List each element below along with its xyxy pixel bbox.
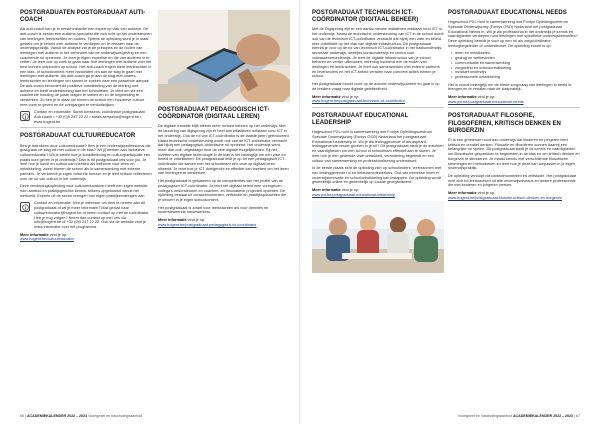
section-title-educational-needs: POSTGRADUAAT EDUCATIONAL NEEDS [448, 10, 567, 16]
page-number-left: 66 [20, 414, 24, 418]
section-body-pedagogisch-ict-3: Het postgraduaat is zowel voor leerkrachten als voor directies en ondersteunende medewerkers. [158, 205, 269, 215]
section-body-technisch-ict-1: Met de Digisprong zijn er een aantal nieuwe initiatieven ontstaan rond ICT in het onderwijs. Naast de technische ondersteuning van ICT in de school wordt ook van de technisch ICT-coördinator verwacht dat hij/zij een visie en beleid mee ontwikkelt op het vlak van digitale infrastructuur. Dit postgraduaat bereidt je voor op de rol van technisch ICT-coördinator in het basisonderwijs, secundair onderwijs, deeltijds kunstonderwijs en centra voor volwassenenonderwijs. Je leert de digitale infrastructuur van je school beheren en verder uitbouwen, rekening houdend met de noden van leerlingen en leerkrachten. Je leert ook samenwerken met externe partners en leveranciers en het ICT-beleid vertalen naar concrete acties binnen je school. [312, 27, 444, 79]
group-meeting-photo [312, 201, 444, 273]
footer-sub-right: Voortgezet en nascholingsaanbod [457, 414, 512, 418]
divider [448, 107, 580, 108]
info-icon [20, 202, 30, 212]
page-number-right: 67 [576, 414, 580, 418]
list-item: • leren en ontwikkelen [451, 51, 580, 56]
list-item: • communicatie en samenwerking [451, 61, 580, 66]
more-info-educational-needs: Meer informatie vind je op: www.pxl.be/postgraduaat-educational-needs [448, 95, 524, 104]
more-info-technisch-ict: Meer informatie vind je op: www.hogent.be/postgraduaat-technisch-ict-coordinator [312, 94, 405, 104]
footer-left: 66 | ACADEMIEKALENDER 2022 – 2023 Voortgezet en nascholingsaanbod [20, 414, 143, 418]
column-4 [448, 10, 580, 204]
section-body-educational-leadership-2: In de eerste plaats richt de opleiding zich op schoolleiders, leerkrachten met een leidinggevende rol en beleidsmedewerkers. Ook wie interesse heeft in onderwijsinnovatie en schoolontwikkeling kan instappen. De opleiding wordt gedeeltelijk online en gedeeltelijk op locatie georganiseerd. [312, 166, 442, 185]
more-info-filosofie: Meer informatie vind je op: www.hogent.be/postgraduaat-filosofie-kritisch-denken-en-burgerzin [448, 191, 563, 200]
section-body-technisch-ict-2: Het postgraduaat bouwt voort op de actuele onderwijscontext en gaat in op de bredere vraag naar digitale geletterdheid. [312, 82, 440, 91]
footer-title-right: ACADEMIEKALENDER 2022 – 2023 [512, 414, 574, 418]
section-body-educational-needs-2: Het is vooral belangrijk om de brede zorgvraag van leerlingen in beeld te brengen en te vertalen naar de klaspraktijk. [448, 82, 572, 92]
more-info-link[interactable]: www.hogent.be/postgraduaat-technisch-ict-coordinator [312, 99, 405, 104]
column-1 [20, 10, 152, 245]
educational-needs-topics-list [451, 51, 580, 79]
contact-block-auti-coach [20, 110, 152, 124]
list-item: • professionele ontwikkeling [451, 75, 580, 80]
footer-right: Voortgezet en nascholingsaanbod ACADEMIEKALENDER 2022 – 2023 | 67 [457, 414, 580, 418]
section-body-auti-coach: Als auti-coach ben je in eerste instantie een expert op vlak van autisme. De auti-coach is eerder een autisme-specialist die zich richt op het ondersteunen van leerlingen, leerkrachten en ouders. Tijdens de opleiding word je in staat gesteld om je kennis over autisme te verdiepen en te vertalen naar de onderwijspraktijk. Vanuit de analyse zal je de principes en de noden van leerlingen met autisme in het verbinden van de onderwijsomgeving en een coachende rol opnemen. Je leert je eigen expertise en die van anderen in te zetten. Je leert ook op zoek te gaan naar hoe leerlingen met autisme zich het best kunnen ontplooien op school. Het auti-coach traject biedt leerkrachten in een klas- of schoolcontext meer handvaten om aan de slag te gaan met leerlingen met autisme. Als auti-coach ga je aan de slag met ouders, leerkrachten en leerlingen om samen te zoeken naar een passende aanpak. De auti-coach bevordert de positieve ontwikkeling van de leerling met autisme en biedt ondersteuning aan het schoolteam. Je leert om via een coachende houding de juiste vragen te stellen en zo de begeleiding te versterken. Zo ben je in staat om binnen de school een inclusieve cultuur mee vorm te geven en de overgangen te verduidelijken. [20, 27, 152, 107]
contact-text-auti-coach: Contact en informatie: Sarah Aerssens, coördinator postgraduaat Auti-coach • +32 (0)9 247 22 22 • sarah.aerssens@hogent.be • www.hogent.be [34, 110, 145, 124]
section-title-pedagogisch-ict: POSTGRADUAAT PEDAGOGISCH ICT-COÖRDINATOR (DIGITAAL LEREN) [158, 107, 270, 121]
more-info-link[interactable]: www.hogent.be/postgraduaat-pedagogisch-ict-coordinator [158, 222, 257, 227]
section-body-cultuureducator-1: Ben je betrokken door cultuureducatie? Ben je een onderwijsprofessional die graag aan de slag wil met cultuur in de klas? Wil jij werken aan inclusieve cultuureducatie? Wil je weten hoe je kunstbeleving en cultuurparticipatie een plaats kunt geven in je onderwijs? Dan is dit postgraduaat iets voor jou. Je leert hoe je kunst en cultuur kan inzetten als hefboom voor leren en ontwikkeling, zowel binnen de school als in samenwerking met externe partners. Je verbreedt je eigen culturele horizon en je leert kritisch reflecteren over de rol van cultuur in het onderwijs. [20, 143, 152, 181]
more-info-link[interactable]: www.hogent.be/cultuureducator [20, 237, 74, 242]
section-body-filosofie-1: Er is een groeiende nood aan onderwijs dat kinderen en jongeren leert kritisch en creatief denken. Filosofie en filosoferen kunnen daarbij een belangrijke rol spelen. Dit postgraduaat biedt je de kennis en vaardigheden om filosofische gesprekken te begeleiden in de klas en om kritisch denken en burgerzin te stimuleren. Je maakt kennis met verschillende filosofische stromingen en methodieken en leert hoe je deze kan toepassen in je eigen onderwijspraktijk. [448, 138, 580, 171]
section-title-auti-coach: POSTGRADUATEN POSTGRADUAAT AUTI-COACH [20, 10, 146, 24]
divider [20, 127, 152, 128]
column-2 [158, 10, 290, 230]
section-body-pedagogisch-ict-1: De digitale transitie blijft steeds meer invloed hebben op het onderwijs. Met de lancering van digisprong zijn er heel wat initiatieven ontstaan rond ICT in het onderwijs. Ook de rol van ICT-coördinator is de laatste jaren geëvolueerd. Naast technische ondersteuning wordt ook van de ICT-coördinator verwacht dat hij/zij een pedagogisch-didactische rol opneemt. Het onderwijs werd, meer dan ooit, uitgedaagd door de vele digitale mogelijkheden. Bij het inzetten van digitale technologie in de klas is het belangrijk om een visie en beleid te ontwikkelen. Dit postgraduaat leidt je op tot een pedagogisch ICT-coördinator die samen met het schoolteam een visie op digitaal leren uitwerkt. Je leert hoe je ICT doelgericht en effectief kan inzetten om het leren van leerlingen te versterken. [158, 124, 290, 176]
info-icon [20, 111, 30, 121]
page-gutter [299, 0, 301, 424]
footer-title-left: ACADEMIEKALENDER 2022 – 2023 [26, 414, 88, 418]
more-info-educational-leadership: Meer informatie vind je op: www.pxl.be/postgraduaat-educational-leadership [312, 188, 395, 197]
footer-sub-left: Voortgezet en nascholingsaanbod [88, 414, 143, 418]
classroom-laptop-photo [158, 10, 290, 102]
section-title-technisch-ict: POSTGRADUAAT TECHNISCH ICT-COÖRDINATOR (DIGITAAL BEHEER) [312, 10, 419, 24]
more-info-cultuureducator: Meer informatie vind je op: www.hogent.be/cultuureducator [20, 232, 74, 242]
contact-text-cultuureducator: Contact en informatie: Heb je interesse om deel te nemen aan dit postgraduaat of wil je meer informatie? Mail gerust naar cultuureducator@hogent.be of neem contact op met de coördinator. Heb je nog vragen? Neem dan contact op met ons via info@hogent.be of +32 (0)9 247 22 22. Ook via de website vind je extra informatie over het programma. [34, 201, 150, 229]
section-title-cultuureducator: POSTGRADUAAT CULTUUREDUCATOR [20, 133, 136, 140]
section-body-filosofie-2: De opleiding verloopt via contactmomenten en zelfstudie. Het postgraduaat richt zich tot leerkrachten uit alle onderwijsniveaus en andere professionals die met kinderen en jongeren werken. [448, 173, 576, 188]
contact-block-cultuureducator [20, 201, 152, 229]
section-body-educational-needs-1: Hogeschool PXL richt in samenwerking met Fontys Opleidingscentrum Speciale Onderwijszorg (Fontys OSO) Nederland het postgraduaat Educational Needs in. Wil je als professional in het onderwijs je kennis en vaardigheden verdiepen rond leerlingen met specifieke onderwijsbehoeften? Deze opleiding bereidt je voor op een rol als zorgcoördinator, leerlingbegeleider of ondersteuner. De opleiding zoomt in op: [448, 20, 578, 48]
section-title-educational-leadership: POSTGRADUAAT EDUCATIONAL LEADERSHIP [312, 112, 409, 127]
more-info-link[interactable]: www.pxl.be/postgraduaat-educational-needs [448, 99, 524, 104]
more-info-link[interactable]: www.hogent.be/postgraduaat-filosofie-kritisch-denken-en-burgerzin [448, 195, 563, 200]
list-item: • gedrag en welbevinden [451, 56, 580, 61]
column-3 [312, 10, 444, 278]
list-item: • inclusief onderwijs [451, 70, 580, 75]
section-title-filosofie: POSTGRADUAAT FILOSOFIE, FILOSOFEREN, KRITISCH DENKEN EN BURGERZIN [448, 113, 561, 134]
list-item: • zorgbeleid en schoolontwikkeling [451, 66, 580, 71]
more-info-link[interactable]: www.pxl.be/postgraduaat-educational-leadership [312, 192, 395, 197]
more-info-pedagogisch-ict: Meer informatie vind je op: www.hogent.be/postgraduaat-pedagogisch-ict-coordinator [158, 218, 257, 227]
section-body-cultuureducator-2: Deze verdiepingsopleiding voor cultuureducatoren heeft een eigen website: ruim aanbod en praktijkgerichte kennis, telkens opgebouwd vanuit het werkveld. Experts uit de sector brengen hun eigen praktijkervaringen aan. [20, 184, 149, 198]
section-body-educational-leadership-1: Hogeschool PXL richt in samenwerking met Fontys Opleidingscentrum Speciale Onderwijszorg (Fontys OSO) Nederland het postgraduaat Educational Leadership in. Wil je als leidinggevende of als aspirant-leidinggevende verder groeien in je rol? Dit postgraduaat biedt je de inzichten en vaardigheden om een school of schoolteam effectief aan te sturen. Je leert hoe je een gedeelde visie ontwikkelt, verandering begeleidt en een cultuur van samenwerking en professionalisering ondersteunt. [312, 130, 444, 163]
section-body-pedagogisch-ict-2: Het postgraduaat is gebaseerd op de competenties van het profiel van de pedagogisch ICT-coördinator. Je leert het digitaal beleid mee vormgeven, collega's ondersteunen en coachen, en innovatieve projecten opzetten. De opleiding bestaat uit contactmomenten, zelfstudie en praktijkopdrachten die je uitvoert in je eigen schoolcontext. [158, 179, 287, 202]
divider [312, 107, 444, 108]
